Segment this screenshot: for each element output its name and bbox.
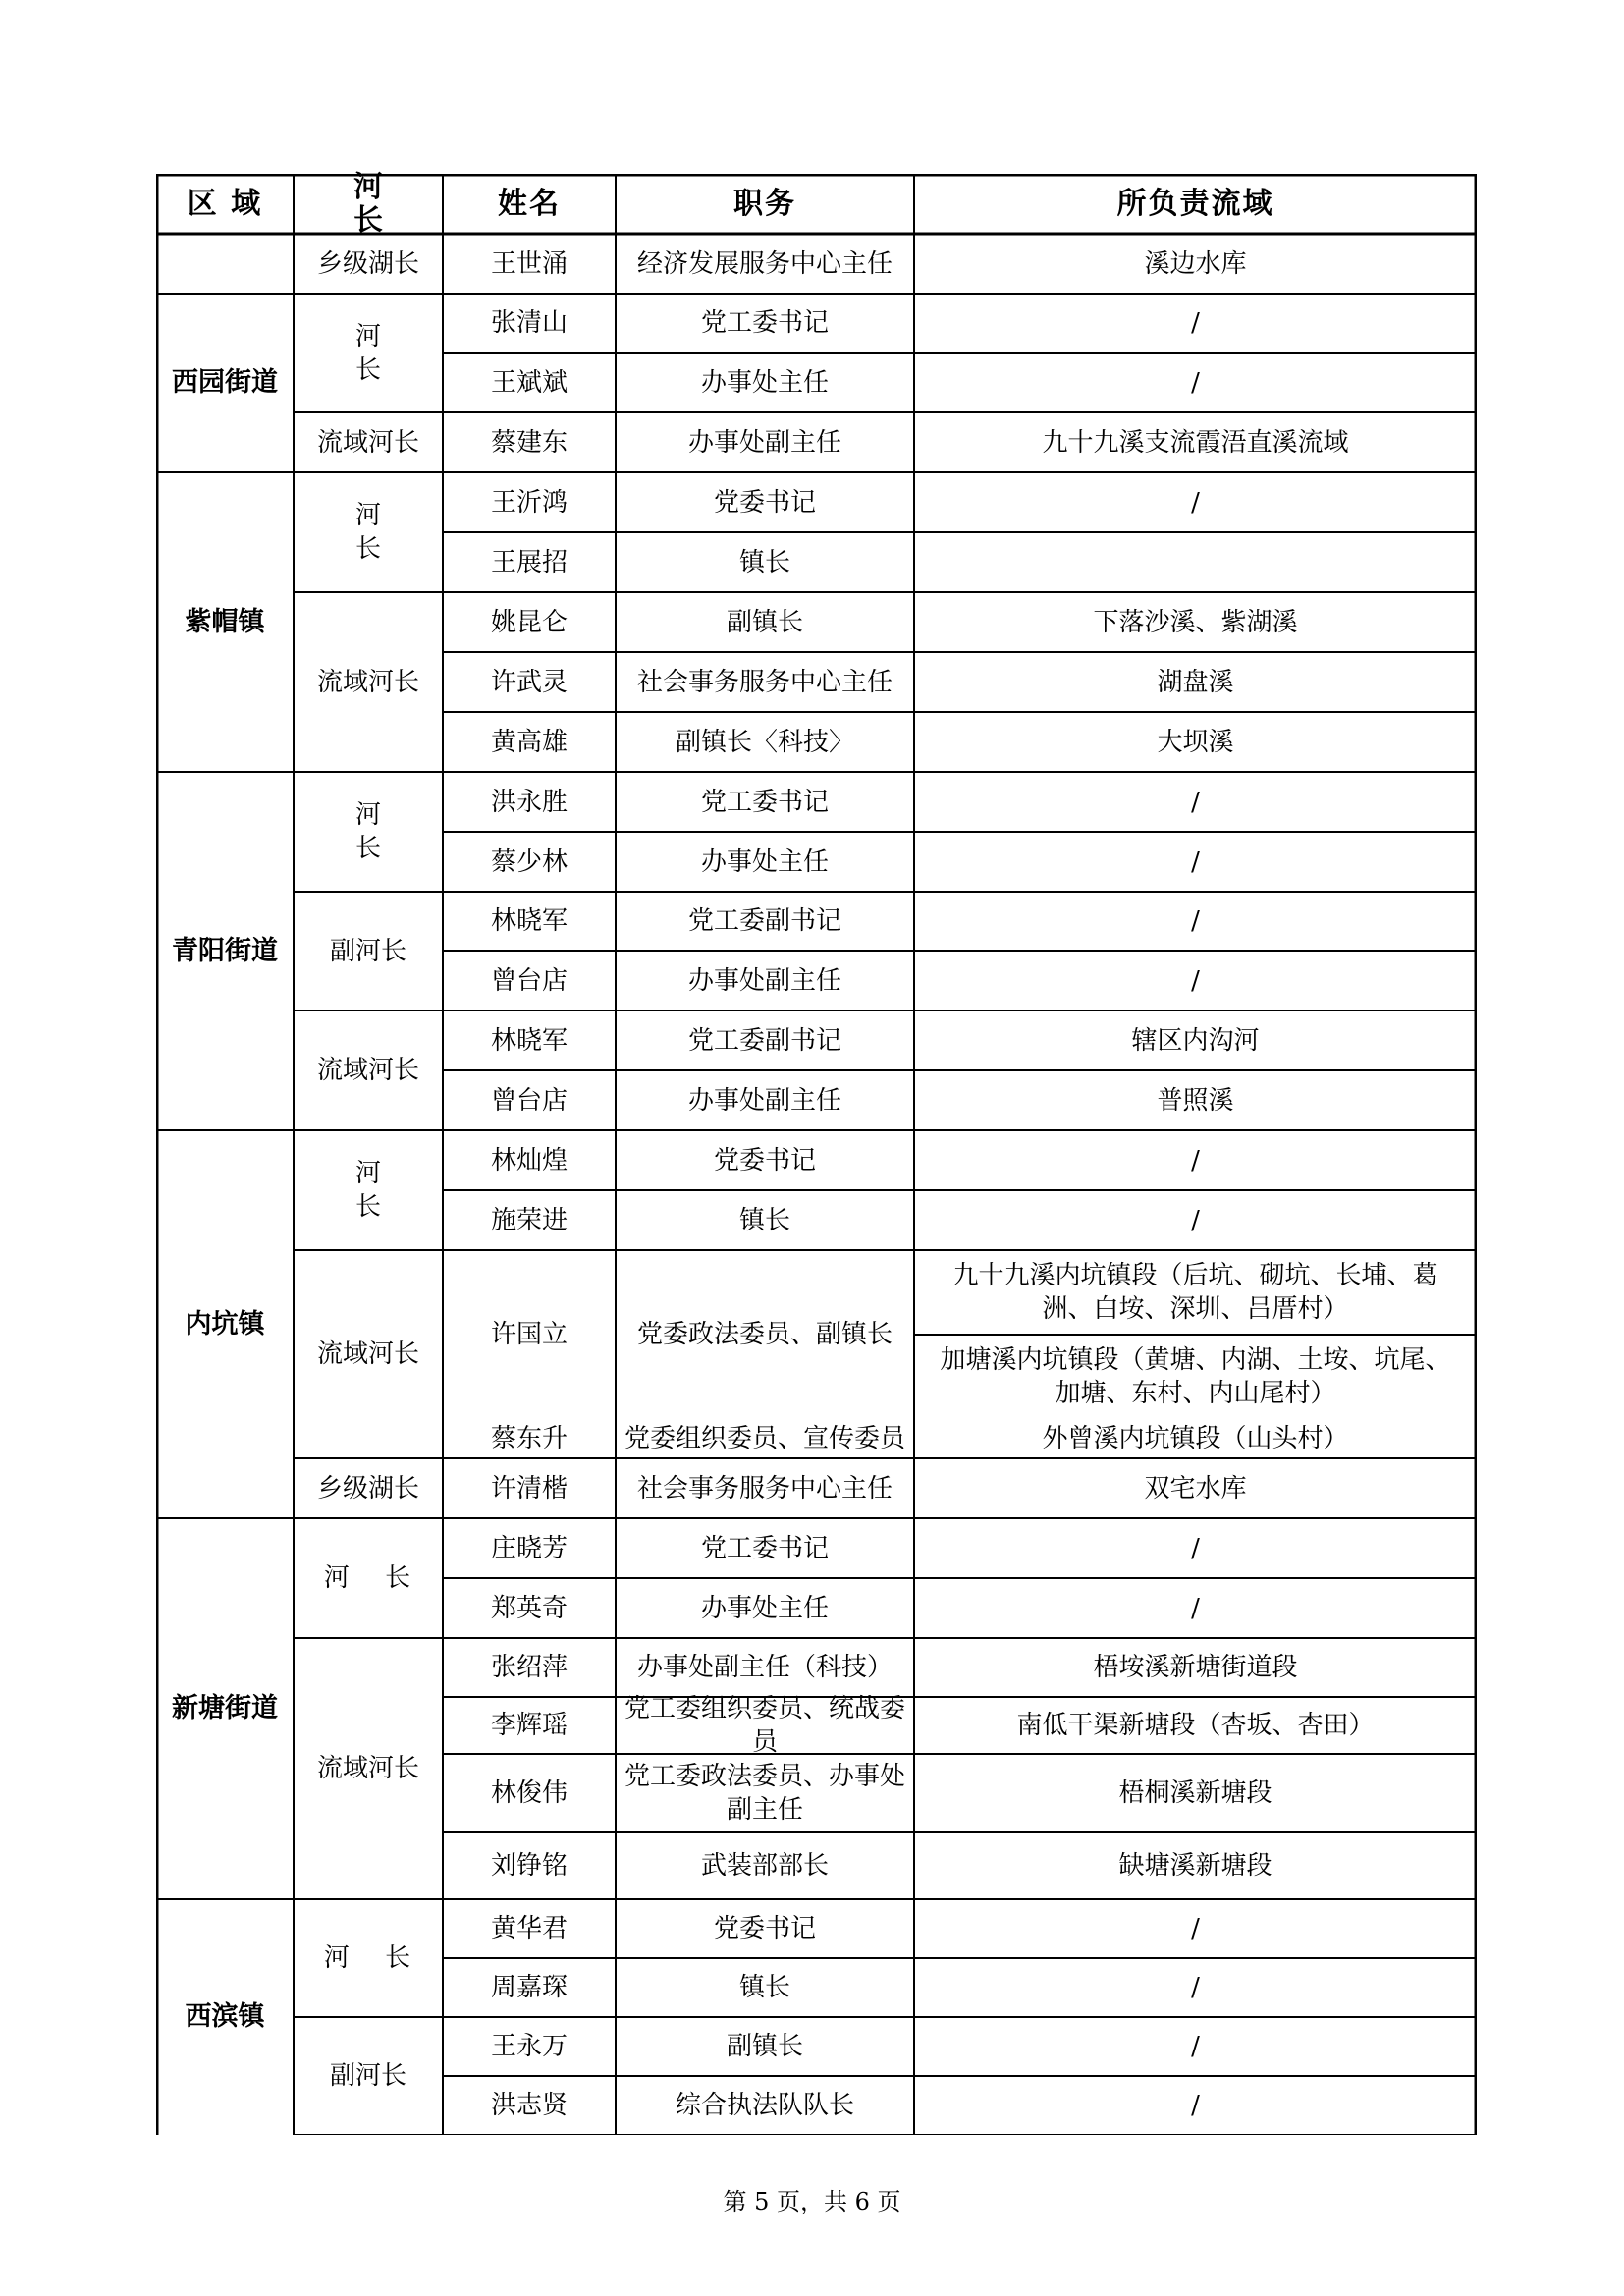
name-cell: 李辉瑶 (490, 1711, 568, 1740)
role-cell: 河 长 (354, 321, 401, 385)
name-cell: 许国立 (490, 1320, 568, 1349)
area-cell: 南低干渠新塘段（杏坂、杏田） (1016, 1711, 1375, 1740)
name-cell: 林灿煌 (490, 1145, 568, 1175)
region-xintang: 新塘街道 (172, 1693, 278, 1723)
area-cell: / (1191, 2032, 1200, 2061)
role-cell: 副河长 (329, 936, 406, 966)
region-zimao: 紫帽镇 (185, 606, 265, 637)
header-name: 姓名 (498, 186, 561, 221)
position-cell: 镇长 (738, 1973, 790, 2002)
area-cell: 辖区内沟河 (1131, 1025, 1260, 1056)
area-cell: 双宅水库 (1144, 1473, 1247, 1503)
name-cell: 洪永胜 (490, 787, 568, 817)
position-cell: 经济发展服务中心主任 (636, 248, 893, 279)
name-cell: 洪志贤 (490, 2091, 568, 2120)
region-xibin: 西滨镇 (185, 2001, 265, 2032)
name-cell: 施荣进 (490, 1205, 568, 1235)
position-cell: 党委组织委员、宣传委员 (623, 1424, 905, 1453)
name-cell: 曾台店 (490, 965, 568, 996)
area-cell: 外曾溪内坑镇段（山头村） (1042, 1424, 1349, 1453)
name-cell: 蔡少林 (490, 847, 568, 877)
position-cell: 办事处主任 (700, 367, 829, 398)
page-footer: 第 5 页，共 6 页 (723, 2188, 901, 2215)
role-cell: 乡级湖长 (316, 1473, 419, 1503)
name-cell: 王沂鸿 (490, 487, 568, 518)
role-cell: 河 长 (354, 800, 401, 863)
role-cell: 流域河长 (316, 1754, 419, 1783)
name-cell: 刘铮铭 (490, 1851, 568, 1881)
position-cell: 党工委书记 (700, 308, 829, 338)
position-cell: 办事处主任 (700, 1593, 829, 1623)
name-cell: 曾台店 (490, 1085, 568, 1116)
area-cell: / (1191, 787, 1200, 817)
area-cell: / (1191, 1914, 1200, 1943)
river-chief-table (156, 169, 1477, 2135)
name-cell: 林晓军 (490, 906, 568, 936)
position-cell: 办事处主任 (700, 847, 829, 877)
name-cell: 黄高雄 (490, 727, 568, 757)
position-cell: 党工委副书记 (687, 906, 841, 936)
name-cell: 林俊伟 (490, 1778, 568, 1808)
position-cell: 办事处副主任（科技） (636, 1653, 893, 1682)
position-cell: 党委书记 (713, 1145, 816, 1175)
header-area: 所负责流域 (1116, 186, 1274, 221)
area-cell: 九十九溪内坑镇段（后坑、砌坑、长埔、葛洲、白垵、深圳、吕厝村） (952, 1261, 1438, 1324)
name-cell: 王永万 (490, 2032, 568, 2061)
area-cell: 下落沙溪、紫湖溪 (1093, 607, 1298, 637)
area-cell: 梧桐溪新塘段 (1118, 1778, 1272, 1808)
area-cell: / (1191, 906, 1200, 936)
position-cell: 党委书记 (713, 487, 816, 518)
area-cell: / (1191, 1205, 1200, 1235)
name-cell: 姚昆仑 (490, 607, 568, 637)
position-cell: 办事处副主任 (687, 427, 841, 458)
position-cell: 社会事务服务中心主任 (636, 1473, 893, 1503)
area-cell: / (1191, 487, 1200, 518)
name-cell: 王世涌 (490, 248, 568, 279)
role-cell: 河 长 (323, 1563, 425, 1593)
position-cell: 党委政法委员、副镇长 (636, 1320, 893, 1349)
name-cell: 郑英奇 (490, 1593, 568, 1623)
area-cell: 加塘溪内坑镇段（黄塘、内湖、土垵、坑尾、加塘、东村、内山尾村） (940, 1345, 1451, 1408)
area-cell: / (1191, 1145, 1200, 1175)
position-cell: 镇长 (738, 1205, 790, 1235)
name-cell: 林晓军 (490, 1025, 568, 1056)
name-cell: 张绍萍 (490, 1653, 568, 1682)
area-cell: 大坝溪 (1157, 727, 1234, 757)
role-cell: 河 长 (354, 501, 401, 564)
role-cell: 副河长 (329, 2061, 406, 2091)
area-cell: 缺塘溪新塘段 (1118, 1851, 1272, 1881)
name-cell: 黄华君 (490, 1914, 568, 1943)
name-cell: 蔡东升 (490, 1424, 568, 1453)
position-cell: 办事处副主任 (687, 1085, 841, 1116)
header-chief: 河 长 (353, 169, 403, 238)
name-cell: 许武灵 (490, 667, 568, 697)
area-cell: / (1191, 1593, 1200, 1623)
area-cell: 湖盘溪 (1157, 667, 1234, 697)
area-cell: / (1191, 2091, 1200, 2120)
region-neikeng: 内坑镇 (185, 1308, 265, 1339)
position-cell: 党工委副书记 (687, 1025, 841, 1056)
position-cell: 武装部部长 (700, 1851, 829, 1881)
role-cell: 河 长 (354, 1159, 401, 1222)
position-cell: 办事处副主任 (687, 965, 841, 996)
position-cell: 社会事务服务中心主任 (636, 667, 893, 697)
name-cell: 王展招 (490, 547, 568, 577)
area-cell: / (1191, 308, 1200, 338)
position-cell: 党工委政法委员、办事处副主任 (623, 1762, 905, 1825)
position-cell: 副镇长 (726, 607, 803, 637)
area-cell: 九十九溪支流霞浯直溪流域 (1042, 427, 1349, 458)
role-cell: 乡级湖长 (316, 248, 419, 279)
name-cell: 张清山 (490, 308, 568, 338)
position-cell: 综合执法队队长 (675, 2091, 854, 2120)
area-cell: / (1191, 1973, 1200, 2002)
role-cell: 流域河长 (316, 427, 419, 458)
role-cell: 流域河长 (316, 1056, 419, 1085)
area-cell: 普照溪 (1157, 1085, 1234, 1116)
role-cell: 河 长 (323, 1943, 425, 1973)
position-cell: 镇长 (738, 547, 790, 577)
area-cell: 溪边水库 (1144, 248, 1247, 279)
area-cell: / (1191, 1533, 1200, 1563)
name-cell: 许清楷 (490, 1473, 568, 1503)
position-cell: 党委书记 (713, 1914, 816, 1943)
area-cell: / (1191, 965, 1200, 996)
area-cell (914, 532, 1477, 592)
area-cell: / (1191, 367, 1200, 398)
name-cell: 王斌斌 (490, 367, 568, 398)
name-cell: 蔡建东 (490, 427, 568, 458)
role-cell: 流域河长 (316, 1339, 419, 1369)
name-cell: 周嘉琛 (490, 1973, 568, 2002)
region-xiyuan: 西园街道 (172, 367, 278, 398)
position-cell: 党工委组织委员、统战委员 (623, 1694, 905, 1757)
position-cell: 党工委书记 (700, 1533, 829, 1563)
area-cell: / (1191, 847, 1200, 877)
header-region: 区 域 (187, 186, 263, 221)
position-cell: 党工委书记 (700, 787, 829, 817)
role-cell: 流域河长 (316, 667, 419, 697)
position-cell: 副镇长 (726, 2032, 803, 2061)
header-position: 职务 (733, 186, 796, 221)
area-cell: 梧垵溪新塘街道段 (1093, 1653, 1298, 1682)
position-cell: 副镇长〈科技〉 (675, 727, 854, 757)
name-cell: 庄晓芳 (490, 1533, 568, 1563)
region-qingyang: 青阳街道 (172, 935, 278, 966)
